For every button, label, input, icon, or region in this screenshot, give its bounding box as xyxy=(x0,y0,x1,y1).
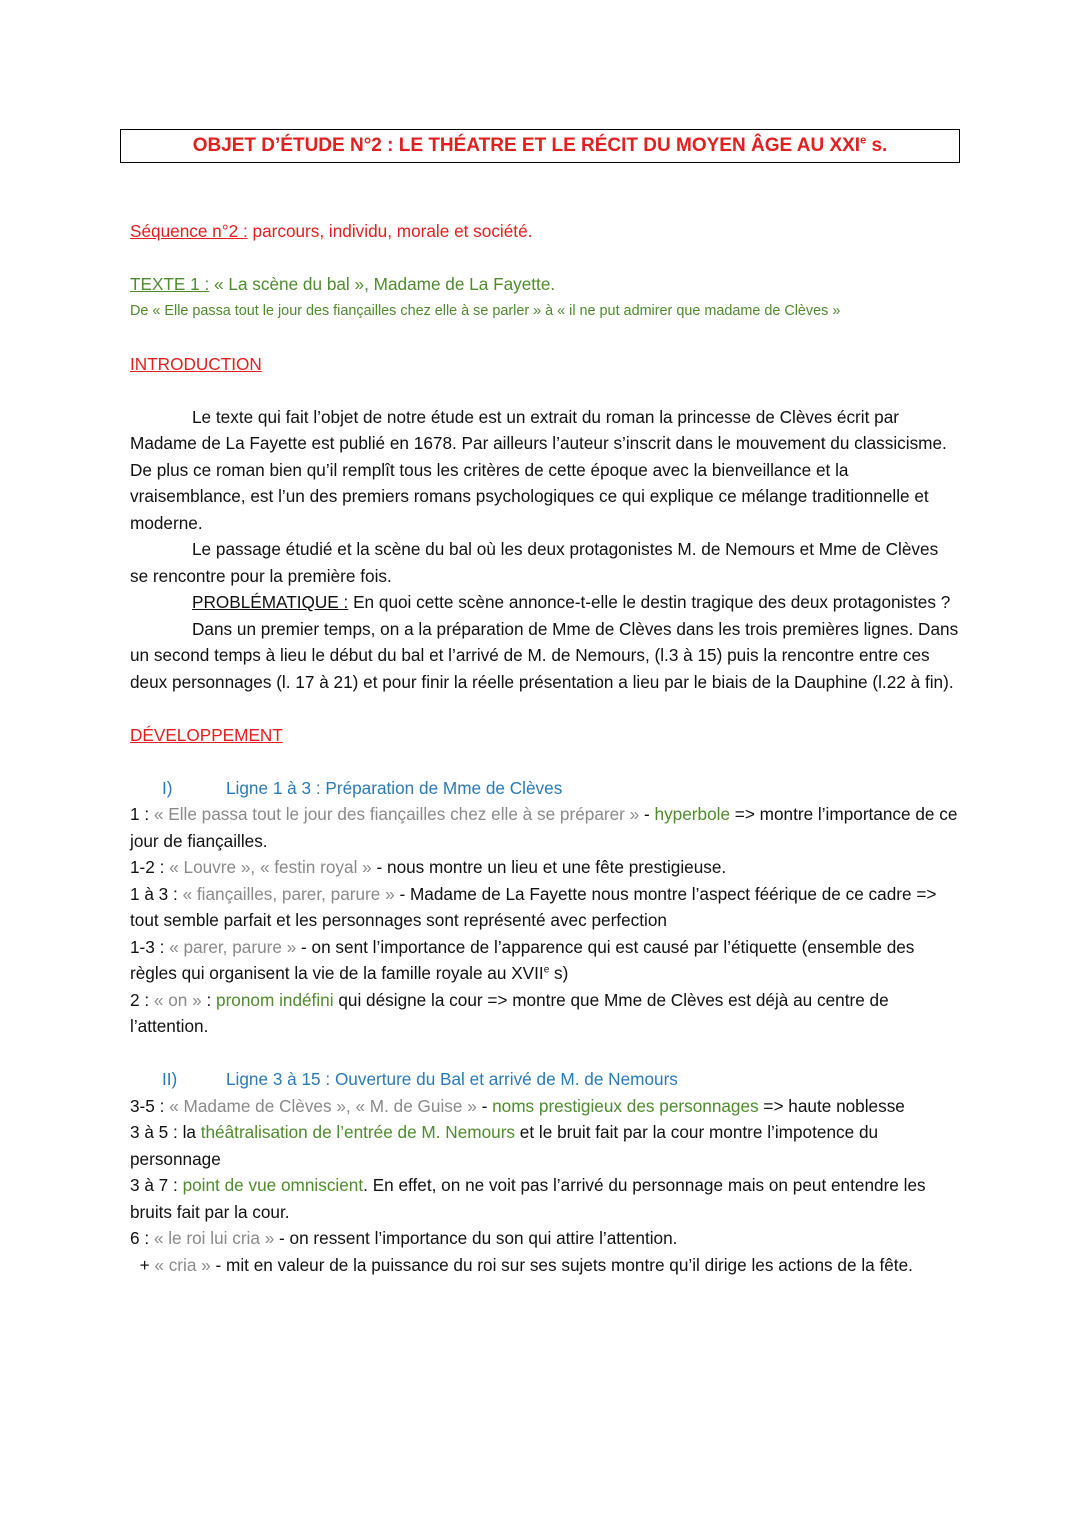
analysis-line: 1 à 3 : « fiançailles, parer, parure » - Madame de La Fayette nous montre l’aspect féérique de ce cadre => tout semble parfait et les personnages sont représenté avec perfection xyxy=(130,883,937,930)
problematique-label: PROBLÉMATIQUE : xyxy=(192,592,349,612)
sequence-label: Séquence n°2 : xyxy=(130,221,248,241)
title-box xyxy=(120,129,960,163)
section-2-heading: II) Ligne 3 à 15 : Ouverture du Bal et arrivé de M. de Nemours xyxy=(162,1069,678,1089)
sequence-line: Séquence n°2 : parcours, individu, morale et société. xyxy=(130,221,533,241)
page-title: OBJET D’ÉTUDE N°2 : LE THÉATRE ET LE RÉCIT DU MOYEN ÂGE AU XXIe s. xyxy=(192,134,888,156)
document-body xyxy=(130,218,960,1278)
analysis-line: 1-2 : « Louvre », « festin royal » - nous montre un lieu et une fête prestigieuse. xyxy=(130,857,727,877)
intro-paragraph-2: Le passage étudié et la scène du bal où les deux protagonistes M. de Nemours et Mme de Clèves se rencontre pour la première fois. xyxy=(130,539,939,586)
section-1-heading: I) Ligne 1 à 3 : Préparation de Mme de Clèves xyxy=(162,777,563,798)
dev-heading: DÉVELOPPEMENT xyxy=(130,724,283,745)
problematique: PROBLÉMATIQUE : En quoi cette scène annonce-t-elle le destin tragique des deux protagonistes ? xyxy=(192,592,951,612)
analysis-line: 2 : « on » : pronom indéfini qui désigne la cour => montre que Mme de Clèves est déjà au centre de l’attention. xyxy=(130,989,889,1036)
analysis-line: + « cria » - mit en valeur de la puissance du roi sur ses sujets montre qu’il dirige les actions de la fête. xyxy=(130,1254,913,1275)
analysis-line: 1-3 : « parer, parure » - on sent l’importance de l’apparence qui est causé par l’étiquette (ensemble des règles qui organisent la vie de la famille royale au XVIIe s) xyxy=(130,936,915,983)
texte-line: TEXTE 1 : « La scène du bal », Madame de La Fayette. xyxy=(130,274,556,294)
analysis-line: 3-5 : « Madame de Clèves », « M. de Guise » - noms prestigieux des personnages => haute noblesse xyxy=(130,1095,905,1116)
texte-range: De « Elle passa tout le jour des fiançailles chez elle à se parler » à « il ne put admirer que madame de Clèves » xyxy=(130,302,841,319)
intro-paragraph-3: Dans un premier temps, on a la préparation de Mme de Clèves dans les trois premières lignes. Dans un second temps à lieu le début du bal et l’arrivé de M. de Nemours, (l.3 à 15) puis la rencontre entre ces deux personnages (l. 17 à 21) et pour finir la réelle présentation a lieu par le biais de la Dauphine (l.22 à fin). xyxy=(130,618,959,692)
intro-paragraph-1: Le texte qui fait l’objet de notre étude est un extrait du roman la princesse de Clèves écrit par Madame de La Fayette est publié en 1678. Par ailleurs l’auteur s’inscrit dans le mouvement du classicisme. De plus ce roman bien qu’il remplît tous les critères de cette époque avec la bienveillance et la vraisemblance, est l’un des premiers romans psychologiques ce qui explique ce mélange traditionnelle et moderne. xyxy=(130,406,947,533)
intro-heading: INTRODUCTION xyxy=(130,353,262,374)
analysis-line: 1 : « Elle passa tout le jour des fiançailles chez elle à se préparer » - hyperbole => montre l’importance de ce jour de fiançailles. xyxy=(130,804,958,851)
analysis-line: 6 : « le roi lui cria » - on ressent l’importance du son qui attire l’attention. xyxy=(130,1228,678,1248)
texte-label: TEXTE 1 : xyxy=(130,274,210,294)
analysis-line: 3 à 7 : point de vue omniscient. En effet, on ne voit pas l’arrivé du personnage mais on peut entendre les bruits fait par la cour. xyxy=(130,1175,926,1222)
analysis-line: 3 à 5 : la théâtralisation de l’entrée de M. Nemours et le bruit fait par la cour montre l’impotence du personnage xyxy=(130,1122,879,1169)
